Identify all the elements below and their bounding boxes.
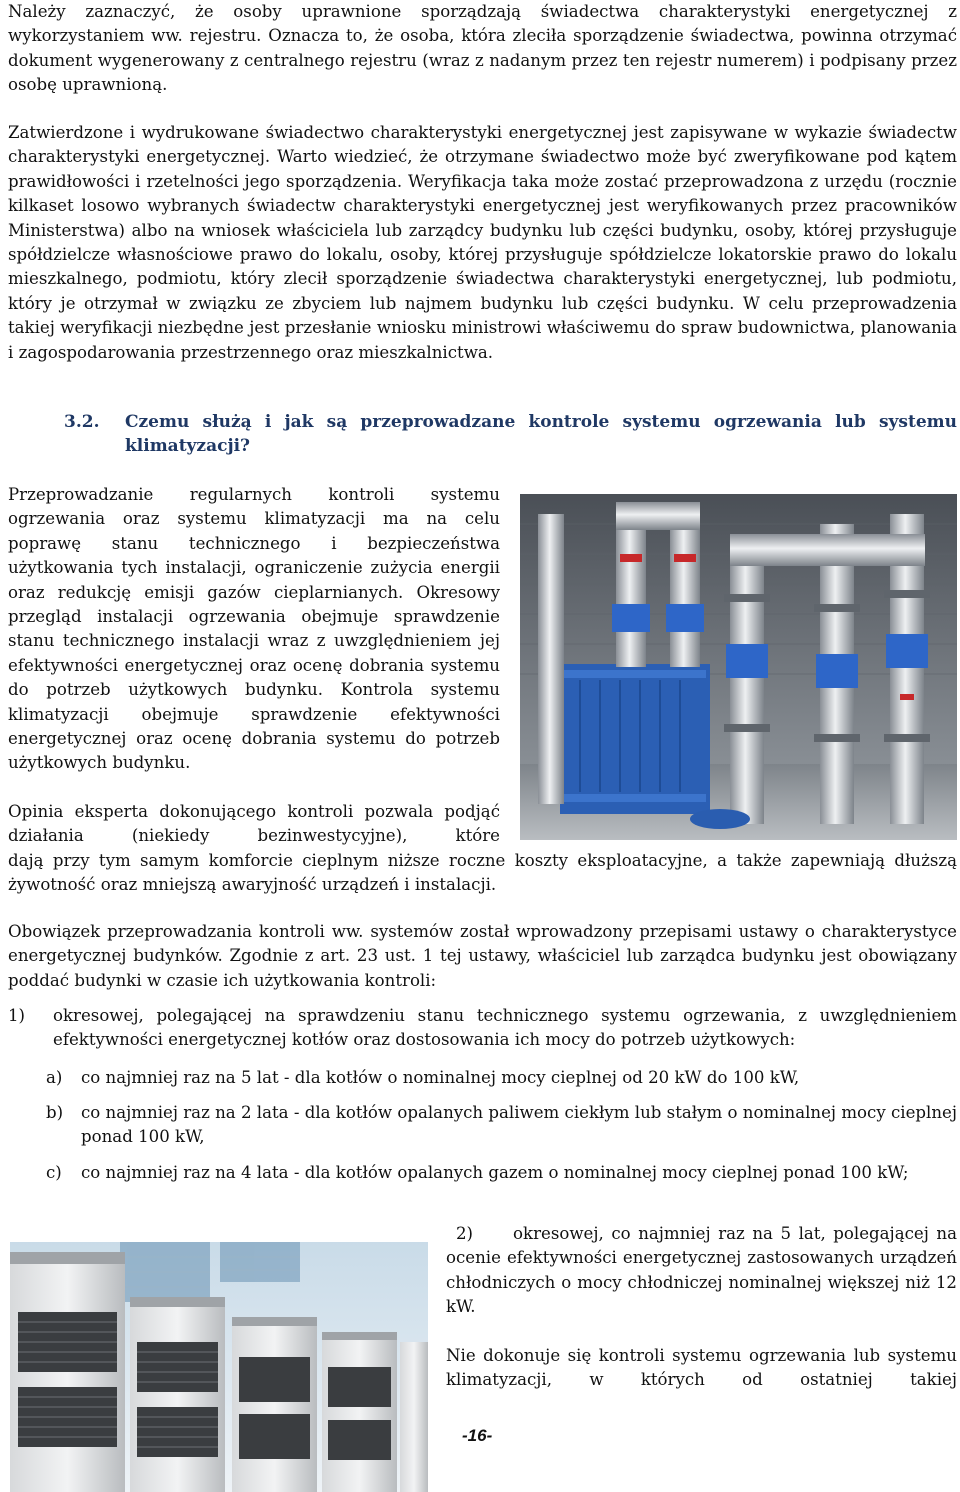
section-heading-3-2: [64, 410, 957, 459]
list-marker-1: 1): [8, 1006, 26, 1025]
list-item-a-text: co najmniej raz na 5 lat - dla kotłów o nominalnej mocy cieplnej od 20 kW do 100 kW,: [81, 1068, 800, 1087]
list-item-2-text: okresowej, co najmniej raz na 5 lat, polegającej na ocenie efektywności energetycznej zastosowanych urządzeń chłodniczych o mocy chłodniczej nominalnej większej niż 12 kW.: [446, 1224, 957, 1317]
list-marker-2: 2): [456, 1224, 474, 1243]
list-item-c: [46, 1161, 957, 1185]
list-item-a: [46, 1066, 957, 1090]
list-item-b: [46, 1101, 957, 1150]
list-item-b-text: co najmniej raz na 2 lata - dla kotłów opalanych paliwem ciekłym lub stałym o nominalnej mocy cieplnej ponad 100 kW,: [81, 1103, 957, 1147]
section-number: 3.2.: [64, 412, 100, 432]
paragraph-legal-obligation: Obowiązek przeprowadzania kontroli ww. systemów został wprowadzony przepisami ustawy o charakterystyce energetycznej budynków. Zgodnie z art. 23 ust. 1 tej ustawy, właściciel lub zarządca budynku jest obowiązany poddać budynki w czasie ich użytkowania kontroli:: [8, 922, 957, 990]
paragraph-expert-opinion-start: Opinia eksperta dokonującego kontroli pozwala podjąć działania (niekiedy bezinwestycyjne), które: [8, 802, 500, 846]
list-marker-a: a): [46, 1068, 63, 1087]
photo-heating-pipes: [520, 494, 957, 840]
list-item-1: [8, 1004, 957, 1053]
ac-units-illustration: [10, 1242, 428, 1492]
list-item-c-text: co najmniej raz na 4 lata - dla kotłów opalanych gazem o nominalnej mocy cieplnej ponad 100 kW;: [81, 1163, 909, 1182]
paragraph-inspection-exemption: Nie dokonuje się kontroli systemu ogrzewania lub systemu klimatyzacji, w których od ostatniej takiej: [446, 1346, 957, 1390]
list-item-2: [446, 1222, 957, 1320]
list-item-1-text: okresowej, polegającej na sprawdzeniu stanu technicznego systemu ogrzewania, z uwzględnieniem efektywności energetycznej kotłów oraz dostosowania ich mocy do potrzeb użytkowych:: [53, 1006, 957, 1050]
list-marker-c: c): [46, 1163, 62, 1182]
paragraph-certificate-register: Należy zaznaczyć, że osoby uprawnione sporządzają świadectwa charakterystyki energetycznej z wykorzystaniem ww. rejestru. Oznacza to, że osoba, która zleciła sporządzenie świadectwa, powinna otrzymać dokument wygenerowany z centralnego rejestru (wraz z nadanym przez ten rejestr numerem) i podpisany przez osobę uprawnioną.: [8, 2, 957, 95]
paragraph-certificate-verification: Zatwierdzone i wydrukowane świadectwo charakterystyki energetycznej jest zapisywane w wykazie świadectw charakterystyki energetycznej. Warto wiedzieć, że otrzymane świadectwo może być zweryfikowane pod kątem prawidłowości i rzetelności jego sporządzenia. Weryfikacja taka może zostać przeprowadzona z urzędu (rocznie kilkaset losowo wybranych świadectw charakterystyki energetycznej jest weryfikowanych przez pracowników Ministerstwa) albo na wniosek właściciela lub zarządcy budynku lub części budynku, osoby, której przysługuje spółdzielcze własnościowe prawo do lokalu, osoby, której przysługuje spółdzielcze lokatorskie prawo do lokalu mieszkalnego, podmiotu, który zlecił sporządzenie świadectwa charakterystyki energetycznej, lub podmiotu, który je otrzymał w związku ze zbyciem lub najmem budynku lub części budynku. W celu przeprowadzenia takiej weryfikacji niezbędne jest przesłanie wniosku ministrowi właściwemu do spraw budownictwa, planowania i zagospodarowania przestrzennego oraz mieszkalnictwa.: [8, 123, 957, 362]
paragraph-expert-opinion-end: dają przy tym samym komforcie cieplnym niższe roczne koszty eksploatacyjne, a także zapewniają dłuższą żywotność oraz mniejszą awaryjność urządzeń i instalacji.: [8, 851, 957, 895]
list-marker-b: b): [46, 1103, 64, 1122]
section-title: Czemu służą i jak są przeprowadzane kontrole systemu ogrzewania lub systemu klimatyzacji?: [125, 412, 957, 457]
photo-air-conditioning-units: [10, 1242, 428, 1492]
page-number: -16-: [462, 1426, 493, 1445]
paragraph-inspection-purpose: Przeprowadzanie regularnych kontroli systemu ogrzewania oraz systemu klimatyzacji ma na celu poprawę stanu technicznego i bezpieczeństwa użytkowania tych instalacji, ograniczenie zużycia energii oraz redukcję emisji gazów cieplarnianych. Okresowy przegląd instalacji ogrzewania obejmuje sprawdzenie stanu technicznego instalacji wraz z uwzględnieniem jej efektywności energetycznej oraz ocenę dobrania systemu do potrzeb użytkowych budynku. Kontrola systemu klimatyzacji obejmuje sprawdzenie efektywności energetycznej oraz ocenę dobrania systemu do potrzeb użytkowych budynku.: [8, 485, 500, 773]
pipes-illustration: [520, 494, 957, 840]
